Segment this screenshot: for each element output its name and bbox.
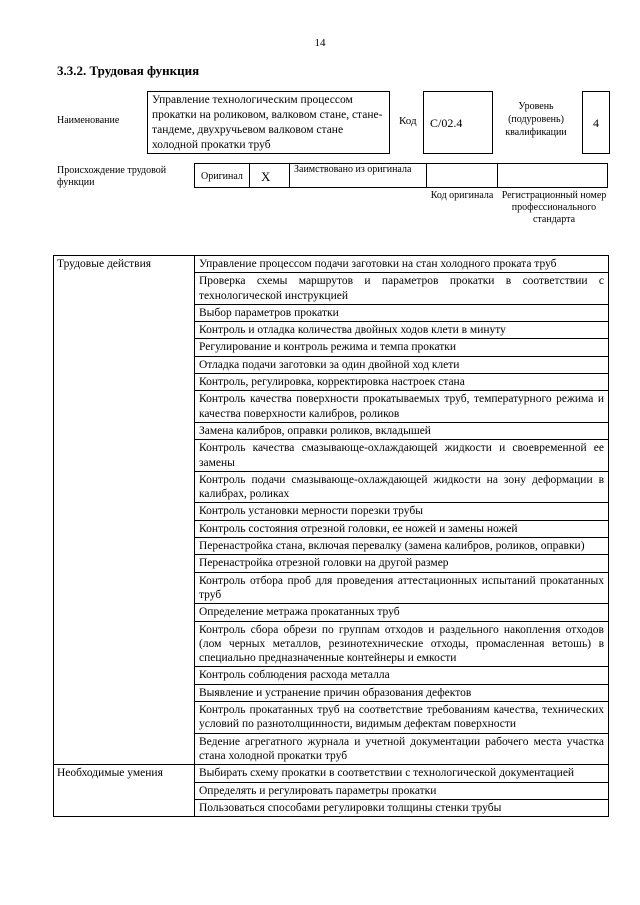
table-cell: Перенастройка отрезной головки на другой размер: [195, 555, 609, 572]
table-cell: Контроль сбора обрези по группам отходов и раздельного накопления отходов (лом черных металлов, резинотехнические отходы, промасленная ветошь) в специально предназначенные контейнеры и емкости: [195, 621, 609, 667]
original-label: Оригинал: [201, 171, 243, 182]
table-cell: Ведение агрегатного журнала и учетной документации рабочего места участка стана холодной прокатки труб: [195, 733, 609, 765]
table-cell: Контроль состояния отрезной головки, ее ножей и замены ножей: [195, 520, 609, 537]
origin-row: [194, 163, 608, 188]
original-mark: X: [261, 169, 271, 184]
table-row: [54, 256, 609, 273]
table-cell: Отладка подачи заготовки за один двойной ход клети: [195, 356, 609, 373]
function-name: Управление технологическим процессом прокатки на роликовом, валковом стане, стане-тандеме, двухручьевом валковом стане холодной прокатки труб: [147, 91, 390, 154]
code-value: С/02.4: [430, 116, 463, 130]
table-cell: Контроль качества смазывающе-охлаждающей жидкости и своевременной ее замены: [195, 440, 609, 472]
table-cell: Контроль качества поверхности прокатываемых труб, температурного режима и качества поверхности калибров, роликов: [195, 391, 609, 423]
borrowed-label: Заимствовано из оригинала: [294, 164, 412, 175]
section-title: 3.3.2. Трудовая функция: [57, 63, 200, 78]
table-cell: Выявление и устранение причин образования дефектов: [195, 684, 609, 701]
table-cell: Определение метража прокатанных труб: [195, 604, 609, 621]
table-cell: Контроль, регулировка, корректировка настроек стана: [195, 374, 609, 391]
table-cell: Замена калибров, оправки роликов, вкладышей: [195, 422, 609, 439]
section-category: Необходимые умения: [54, 765, 195, 817]
table-cell: Контроль и отладка количества двойных ходов клети в минуту: [195, 322, 609, 339]
code-label: Код: [399, 115, 417, 127]
name-label: Наименование: [57, 115, 120, 126]
table-cell: Контроль подачи смазывающе-охлаждающей жидкости на зону деформации в калибрах, роликах: [195, 471, 609, 503]
table-cell: Выбирать схему прокатки в соответствии с технологической документацией: [195, 765, 609, 782]
table-cell: Регулирование и контроль режима и темпа прокатки: [195, 339, 609, 356]
table-cell: Перенастройка стана, включая перевалку (замена калибров, роликов, оправки): [195, 538, 609, 555]
table-cell: Контроль прокатанных труб на соответствие требованиям качества, технических условий по разнотолщинности, видимым дефектам поверхности: [195, 702, 609, 734]
reg-number-label: Регистрационный номер профессионального стандарта: [501, 190, 607, 225]
table-cell: Пользоваться способами регулировки толщины стенки трубы: [195, 799, 609, 816]
table-cell: Выбор параметров прокатки: [195, 304, 609, 321]
page-number: 14: [314, 37, 326, 49]
level-value: 4: [593, 116, 599, 130]
origin-label: Происхождение трудовой функции: [57, 165, 167, 188]
table-cell: Контроль установки мерности порезки трубы: [195, 503, 609, 520]
origin-code-label: Код оригинала: [430, 190, 494, 201]
table-cell: Определять и регулировать параметры прокатки: [195, 782, 609, 799]
table-cell: Контроль отбора проб для проведения аттестационных испытаний прокатанных труб: [195, 572, 609, 604]
table-cell: Проверка схемы маршрутов и параметров прокатки в соответствии с технологической инструкцией: [195, 273, 609, 305]
divider: [249, 164, 250, 187]
table-cell: Управление процессом подачи заготовки на стан холодного проката труб: [195, 256, 609, 273]
level-label: Уровень (подуровень) квалификации: [505, 101, 567, 138]
table-cell: Контроль соблюдения расхода металла: [195, 667, 609, 684]
table-row: [54, 765, 609, 782]
section-category: Трудовые действия: [54, 256, 195, 765]
labor-function-table: [53, 255, 609, 817]
divider: [426, 164, 427, 187]
divider: [497, 164, 498, 187]
divider: [289, 164, 290, 187]
